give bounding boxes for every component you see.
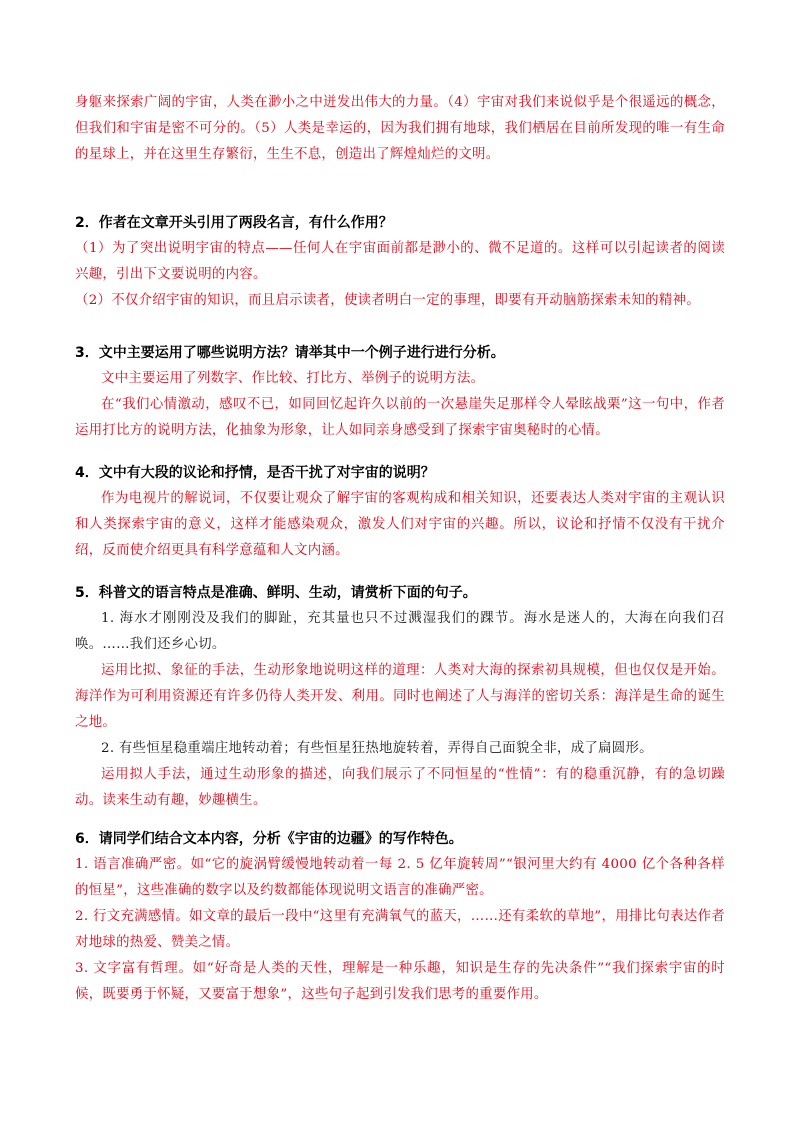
question-5-sentence-2: 2. 有些恒星稳重端庄地转动着；有些恒星狂热地旋转着，弄得自己面貌全非，成了扁圆形。 (101, 741, 653, 756)
question-5-title: 5．科普文的语言特点是准确、鲜明、生动，请赏析下面的句子。 (75, 585, 477, 601)
question-6-answer-1: 1. 语言准确严密。如“它的旋涡臂缓慢地转动着一每 2. 5 亿年旋转周”“银河里大约有 4000 亿个各种各样的恒星”，这些准确的数字以及约数都能体现说明文语言的准确严密。 (75, 857, 725, 898)
question-3-answer-2: 在“我们心情激动，感叹不已，如同回忆起许久以前的一次悬崖失足那样令人晕眩战栗”这一句中，作者运用打比方的说明方法，化抽象为形象，让人如同亲身感受到了探索宇宙奥秘时的心情。 (75, 397, 725, 438)
question-3-title: 3．文中主要运用了哪些说明方法？请举其中一个例子进行进行分析。 (75, 345, 505, 361)
question-5-answer-1: 运用比拟、象征的手法，生动形象地说明这样的道理：人类对大海的探索初具规模，但也仅仅是开始。海洋作为可利用资源还有许多仍待人类开发、利用。同时也阐述了人与海洋的密切关系：海洋是生命的诞生之地。 (75, 663, 725, 730)
question-4-title: 4．文中有大段的议论和抒情，是否干扰了对宇宙的说明？ (75, 465, 435, 481)
question-4-answer-1: 作为电视片的解说词，不仅要让观众了解宇宙的客观构成和相关知识，还要表达人类对宇宙的主观认识和人类探索宇宙的意义，这样才能感染观众，激发人们对宇宙的兴趣。所以，议论和抒情不仅没有干扰介绍，反而使介绍更具有科学意蕴和人文内涵。 (75, 491, 725, 558)
question-6-answer-2: 2. 行文充满感情。如文章的最后一段中“这里有充满氧气的蓝天，……还有柔软的草地”，用排比句表达作者对地球的热爱、赞美之情。 (75, 909, 725, 950)
question-3-answer-1: 文中主要运用了列数字、作比较、打比方、举例子的说明方法。 (101, 371, 485, 386)
question-5-sentence-1: 1. 海水才刚刚没及我们的脚趾，充其量也只不过溅湿我们的踝节。海水是迷人的，大海在向我们召唤。……我们还乡心切。 (75, 611, 725, 652)
question-5-answer-2: 运用拟人手法，通过生动形象的描述，向我们展示了不同恒星的“性情”：有的稳重沉静，有的急切躁动。读来生动有趣，妙趣横生。 (75, 767, 725, 808)
question-2-section (75, 210, 725, 314)
question-6-section (75, 826, 725, 1008)
question-5-section (75, 580, 725, 814)
question-4-section (75, 460, 725, 564)
question-2-answer-1: （1）为了突出说明宇宙的特点——任何人在宇宙面前都是渺小的、微不足道的。这样可以引起读者的阅读兴趣，引出下文要说明的内容。 (75, 241, 725, 282)
question-3-section (75, 340, 725, 444)
question-2-title: 2．作者在文章开头引用了两段名言，有什么作用？ (75, 215, 393, 231)
question-6-title: 6．请同学们结合文本内容，分析《宇宙的边疆》的写作特色。 (75, 831, 463, 847)
question-6-answer-3: 3. 文字富有哲理。如“好奇是人类的天性，理解是一种乐趣，知识是生存的先决条件”“我们探索宇宙的时候，既要勇于怀疑，又要富于想象”，这些句子起到引发我们思考的重要作用。 (75, 961, 725, 1002)
intro-paragraph: 身躯来探索广阔的宇宙，人类在渺小之中迸发出伟大的力量。（4）宇宙对我们来说似乎是个很遥远的概念，但我们和宇宙是密不可分的。（5）人类是幸运的，因为我们拥有地球，我们栖居在目前所发现的唯一有生命的星球上，并在这里生存繁衍，生生不息，创造出了辉煌灿烂的文明。 (75, 95, 725, 162)
question-2-answer-2: （2）不仅介绍宇宙的知识，而且启示读者，使读者明白一定的事理，即要有开动脑筋探索未知的精神。 (75, 293, 700, 308)
intro-section (75, 90, 725, 168)
